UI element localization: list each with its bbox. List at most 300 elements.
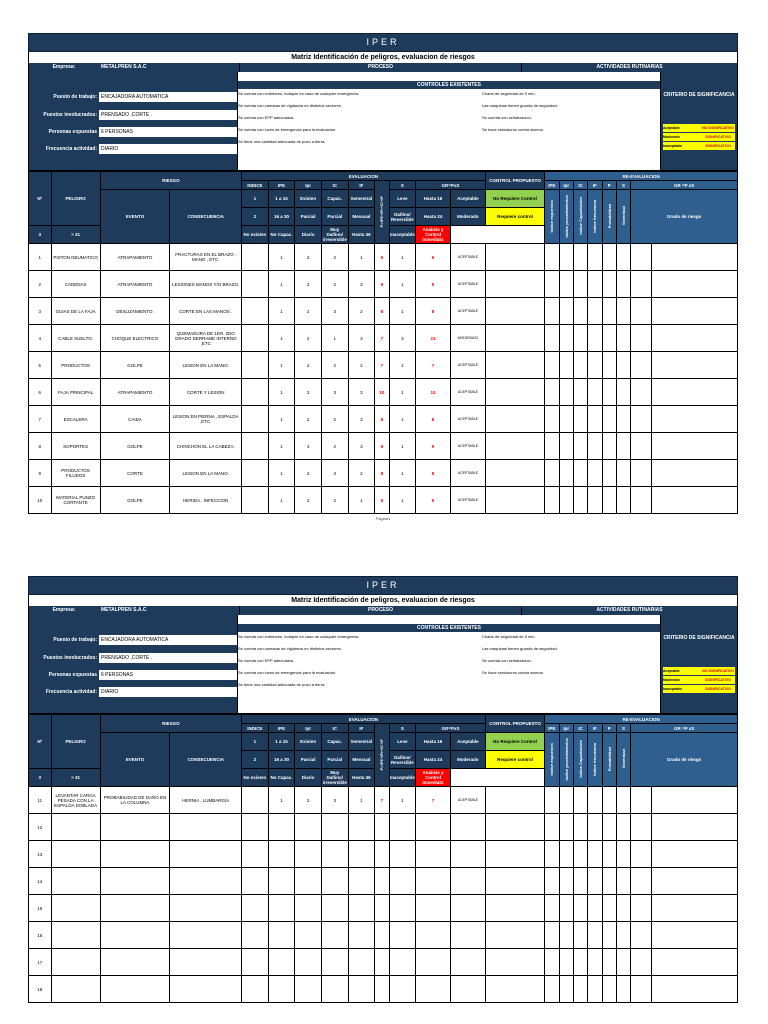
row-p: 7 xyxy=(375,787,389,814)
row-ipe xyxy=(268,814,295,841)
row-ic xyxy=(321,868,348,895)
col-peligro: PELIGRO xyxy=(51,715,100,769)
col-gr: GR=PxS xyxy=(416,181,486,190)
row-indice xyxy=(242,787,269,814)
row-ipe xyxy=(268,868,295,895)
table-row xyxy=(29,433,738,460)
col-indice: INDICE xyxy=(242,724,269,733)
proceso-label: PROCESO xyxy=(239,606,521,615)
legend-indice: 2 xyxy=(242,208,269,226)
row-ic xyxy=(321,949,348,976)
row-grado: ACEPTABLE xyxy=(450,787,485,814)
criterio-value: SIGNIFICATIVO xyxy=(701,676,735,684)
row-consecuencia: FRACTURAS EN EL BRAZO , MANO , ETC. xyxy=(170,244,242,271)
row-s: 1 xyxy=(389,244,416,271)
iper-page xyxy=(28,576,738,1003)
row-peligro: CADENAS xyxy=(51,271,100,298)
col-ipe: IPE xyxy=(268,181,295,190)
row-peligro: ESCALERA xyxy=(51,406,100,433)
legend-grade: Moderado xyxy=(450,751,485,769)
row-evento: DESLIZAMIENTO. xyxy=(100,298,170,325)
row-ipe xyxy=(268,841,295,868)
frecuencia-value: DIARIO xyxy=(99,687,237,697)
evaluacion-header: EVALUACION xyxy=(242,172,486,181)
row-evento: GOLPE xyxy=(100,352,170,379)
legend-grade: Inaceptable xyxy=(389,226,416,244)
row-grado xyxy=(450,868,485,895)
col-indice: INDICE xyxy=(242,181,269,190)
row-p: 8 xyxy=(375,460,389,487)
table-row xyxy=(29,379,738,406)
criterio-key: Inaceptable xyxy=(663,685,701,693)
legend-s: Muy Dañino/ irreversible xyxy=(322,770,347,785)
reeval-col: Ipr xyxy=(559,724,573,733)
row-consecuencia: CORTE EN LAS MANOS . xyxy=(170,298,242,325)
info-left xyxy=(29,615,238,713)
control-item: Se cuenta con camaras de vigilancia en distintos sectores. xyxy=(238,646,342,651)
row-control xyxy=(485,352,544,379)
row-gr xyxy=(416,949,451,976)
control-item: Se cuenta con luces de emergencia para la evaluacion. xyxy=(238,127,337,132)
row-grado xyxy=(450,949,485,976)
row-ipe: 1 xyxy=(268,352,295,379)
table-row xyxy=(29,406,738,433)
row-s: 1 xyxy=(389,352,416,379)
row-peligro xyxy=(51,976,100,1003)
row-p: 8 xyxy=(375,406,389,433)
row-control xyxy=(485,271,544,298)
row-evento xyxy=(100,922,170,949)
legend-s: Dañino/ Reversible xyxy=(389,751,416,769)
control-item: Se cuenta con extintores, botiquin en caso de cualquier emergencia. xyxy=(238,634,360,639)
page-number: Página1 xyxy=(375,516,391,521)
row-consecuencia: CHINCHON EL LA CABEZA. xyxy=(170,433,242,460)
row-evento: CHOQUE ELECTRICO xyxy=(100,325,170,352)
row-control xyxy=(485,406,544,433)
col-p: P=IPE+IPr+IC+IF xyxy=(379,195,385,228)
row-ipe xyxy=(268,895,295,922)
reeval-col: Ipr xyxy=(559,181,573,190)
table-row xyxy=(29,787,738,814)
riesgo-header: RIESGO xyxy=(100,715,241,733)
row-grado: ACEPTABLE xyxy=(450,271,485,298)
row-ipe: 1 xyxy=(268,379,295,406)
col-ipr: Ipr xyxy=(295,181,322,190)
table-row xyxy=(29,949,738,976)
row-control xyxy=(485,949,544,976)
row-num: 6 xyxy=(29,379,52,406)
puestos_inv-value: PRENSADO ,CORTE . xyxy=(99,653,237,663)
row-if xyxy=(348,976,375,1003)
row-if: 1 xyxy=(348,244,375,271)
col-peligro: PELIGRO xyxy=(51,172,100,226)
row-ic xyxy=(321,922,348,949)
table-row xyxy=(29,814,738,841)
legend-s: Leve xyxy=(389,190,416,208)
row-p: 6 xyxy=(375,487,389,514)
col-s: S xyxy=(389,724,416,733)
row-num: 4 xyxy=(29,325,52,352)
legend-ipr: Parcial xyxy=(295,751,322,769)
row-evento: CAIDA xyxy=(100,406,170,433)
legend-ipe: 1 a 15 xyxy=(268,733,295,751)
control-item: Se cuenta con señalizacion. xyxy=(482,115,532,120)
table-row xyxy=(29,976,738,1003)
row-evento: GOLPE xyxy=(100,487,170,514)
company-bar xyxy=(28,63,738,72)
row-reeval-grado xyxy=(651,379,737,406)
row-consecuencia: LESION EN LA MANO. xyxy=(170,460,242,487)
row-reeval-grado xyxy=(651,406,737,433)
reeval-vert-label: Indice frecuencia xyxy=(592,199,598,233)
control-item: Se tiene una cantidad adecuada de pozo a tierra. xyxy=(238,139,326,144)
row-indice xyxy=(242,298,269,325)
row-grado: ACEPTABLE xyxy=(450,460,485,487)
frecuencia-label: Frecuencia actividad: xyxy=(45,689,97,695)
row-indice xyxy=(242,949,269,976)
row-ipe xyxy=(268,922,295,949)
row-ic: 1 xyxy=(321,325,348,352)
legend-ipr: Parcial xyxy=(295,208,322,226)
row-ipe: 1 xyxy=(268,787,295,814)
reeval-gr: GR =P xS xyxy=(631,724,738,733)
grado-riesgo-header: Grado de riesgo xyxy=(631,733,738,787)
row-ic xyxy=(321,841,348,868)
row-s xyxy=(389,841,416,868)
row-gr xyxy=(416,868,451,895)
table-row xyxy=(29,868,738,895)
row-if: 3 xyxy=(348,433,375,460)
row-gr: 6 xyxy=(416,487,451,514)
frecuencia-label: Frecuencia actividad: xyxy=(45,146,97,152)
row-p: 8 xyxy=(375,298,389,325)
legend-control: Requiere control xyxy=(485,208,544,226)
row-peligro: GUIAS DE LA FAJA xyxy=(51,298,100,325)
reeval-col: P xyxy=(602,724,616,733)
legend-ipe: > 31 xyxy=(51,769,100,787)
row-indice xyxy=(242,487,269,514)
legend-ipe: 1 a 15 xyxy=(268,190,295,208)
row-s xyxy=(389,868,416,895)
row-s: 1 xyxy=(389,460,416,487)
info-left xyxy=(29,72,238,170)
legend-ic: No Capac. xyxy=(268,226,295,244)
row-ipe: 1 xyxy=(268,487,295,514)
row-ipe xyxy=(268,976,295,1003)
row-ipr: 2 xyxy=(295,298,322,325)
reeval-col: IC xyxy=(573,724,587,733)
row-num: 12 xyxy=(29,814,52,841)
reeval-vert-label: Indice Capacitación xyxy=(578,740,584,778)
row-consecuencia: QUEMADURA DE 1ER. 2DO GRADO DERRAME INTERNO ,ETC xyxy=(170,325,242,352)
row-grado: ACEPTABLE xyxy=(450,298,485,325)
legend-ipe: 16 a 30 xyxy=(268,208,295,226)
col-num: Nº xyxy=(29,715,52,769)
row-num: 9 xyxy=(29,460,52,487)
legend-if: Mensual xyxy=(348,208,375,226)
iper-page xyxy=(28,33,738,521)
row-peligro xyxy=(51,868,100,895)
row-ipr xyxy=(295,895,322,922)
row-gr: 7 xyxy=(416,352,451,379)
doc-header: IPER xyxy=(28,33,738,52)
row-control xyxy=(485,976,544,1003)
row-ic: 3 xyxy=(321,787,348,814)
row-consecuencia xyxy=(170,922,242,949)
table-row xyxy=(29,487,738,514)
row-if: 3 xyxy=(348,325,375,352)
row-p xyxy=(375,841,389,868)
row-control xyxy=(485,487,544,514)
row-s: 1 xyxy=(389,433,416,460)
criterio-key: Inaceptable xyxy=(663,142,701,150)
legend-ic: Capac. xyxy=(321,733,348,751)
row-gr: 6 xyxy=(416,244,451,271)
row-control xyxy=(485,868,544,895)
col-num: Nº xyxy=(29,172,52,226)
legend-ipr: No existen xyxy=(242,226,269,244)
row-consecuencia xyxy=(170,868,242,895)
row-grado: ACEPTABLE xyxy=(450,406,485,433)
control-item: Se cuenta con EPP adecuados. xyxy=(238,115,295,120)
row-gr: 8 xyxy=(416,298,451,325)
legend-grade: Aceptable xyxy=(450,190,485,208)
row-grado xyxy=(450,841,485,868)
row-consecuencia: LESION EN LA MANO. xyxy=(170,352,242,379)
row-ipr: 3 xyxy=(295,379,322,406)
table-row xyxy=(29,352,738,379)
row-if: 2 xyxy=(348,352,375,379)
reeval-vert-label: Indice procedimientos xyxy=(563,194,569,238)
row-ipe: 1 xyxy=(268,433,295,460)
control-item: Se cuenta con señalizacion. xyxy=(482,658,532,663)
reeval-vert-label: Indice Capacitación xyxy=(578,197,584,235)
control-item: Se cuenta con extintores, botiquin en caso de cualquier emergencia. xyxy=(238,91,360,96)
row-evento: ATRAPAMIENTO xyxy=(100,379,170,406)
row-evento xyxy=(100,976,170,1003)
row-grado xyxy=(450,976,485,1003)
row-ipr xyxy=(295,868,322,895)
row-s xyxy=(389,976,416,1003)
control-item: Se cuenta con EPP adecuados. xyxy=(238,658,295,663)
criterio-value: SIGNIFICATIVO xyxy=(701,685,735,693)
control-item: Charla de seguridad de 5 min. xyxy=(482,91,536,96)
criterio-row xyxy=(663,676,735,684)
row-reeval-grado xyxy=(651,868,737,895)
legend-gr: Hasta 16 xyxy=(416,190,451,208)
row-if xyxy=(348,895,375,922)
row-gr: 9 xyxy=(416,433,451,460)
legend-s: Dañino/ Reversible xyxy=(389,208,416,226)
row-num: 10 xyxy=(29,487,52,514)
table-row xyxy=(29,922,738,949)
row-consecuencia xyxy=(170,814,242,841)
criterio-value: SIGNIFICATIVO xyxy=(701,142,735,150)
legend-ic: Parcial xyxy=(321,208,348,226)
legend-gr: Hasta 36 xyxy=(348,226,375,244)
legend-control: Análisis y Control inmediato xyxy=(416,226,451,244)
row-s: 1 xyxy=(389,298,416,325)
row-s: 1 xyxy=(389,271,416,298)
reeval-col: IPE xyxy=(545,181,559,190)
row-evento xyxy=(100,868,170,895)
row-peligro: CABLE SUELTO. xyxy=(51,325,100,352)
row-ic: 2 xyxy=(321,433,348,460)
criterio-row xyxy=(663,667,735,675)
row-s: 1 xyxy=(389,787,416,814)
col-ipe: IPE xyxy=(268,724,295,733)
legend-if: Semestral xyxy=(348,190,375,208)
reeval-vert-label: Indice procedimientos xyxy=(563,737,569,781)
row-ipr: 2 xyxy=(295,325,322,352)
row-control xyxy=(485,244,544,271)
table-row xyxy=(29,298,738,325)
empresa-label: Empresa: xyxy=(52,607,76,613)
reeval-col: P xyxy=(602,181,616,190)
row-p xyxy=(375,868,389,895)
row-ipr xyxy=(295,841,322,868)
legend-grade: Aceptable xyxy=(450,733,485,751)
row-num: 13 xyxy=(29,841,52,868)
table-row xyxy=(29,841,738,868)
row-s: 1 xyxy=(389,379,416,406)
row-peligro: LEVANTAR CARGA PESADA CON LA ESPALDA DOBLADA xyxy=(51,787,100,814)
legend-control: Requiere control xyxy=(485,751,544,769)
reeval-col: S xyxy=(616,724,630,733)
row-num: 15 xyxy=(29,895,52,922)
legend-gr: Hasta 16 xyxy=(416,733,451,751)
controles-header: CONTROLES EXISTENTES xyxy=(238,624,660,632)
row-evento: ATRAPAMIENTO xyxy=(100,244,170,271)
control-item: Se cuenta con luces de emergencia para la evaluacion. xyxy=(238,670,337,675)
col-evento: EVENTO xyxy=(100,733,170,787)
row-reeval-grado xyxy=(651,895,737,922)
legend-ipr: Existen xyxy=(295,190,322,208)
row-reeval-grado xyxy=(651,814,737,841)
row-grado: ACEPTABLE xyxy=(450,352,485,379)
row-reeval-grado xyxy=(651,949,737,976)
row-consecuencia xyxy=(170,895,242,922)
row-ic: 2 xyxy=(321,271,348,298)
legend-ipe: 16 a 30 xyxy=(268,751,295,769)
row-s xyxy=(389,922,416,949)
reeval-col: IF xyxy=(588,724,602,733)
criterio-row xyxy=(663,142,735,150)
row-ipe xyxy=(268,949,295,976)
reeval-gr: GR =P xS xyxy=(631,181,738,190)
reeval-vert-label: Indice expuestos xyxy=(549,742,555,776)
row-p xyxy=(375,814,389,841)
row-s: 1 xyxy=(389,487,416,514)
doc-header: IPER xyxy=(28,576,738,595)
reeval-vert-label: Probabilidad xyxy=(606,203,612,229)
row-p: 10 xyxy=(375,379,389,406)
row-p: 9 xyxy=(375,271,389,298)
row-ipr: 3 xyxy=(295,271,322,298)
row-p xyxy=(375,922,389,949)
col-ic: IC xyxy=(321,724,348,733)
criterio-key: Aceptable xyxy=(663,667,701,675)
row-ic: 3 xyxy=(321,379,348,406)
col-consecuencia: CONSECUENCIA xyxy=(170,190,242,244)
row-peligro xyxy=(51,895,100,922)
control-header: CONTROL PROPUESTO xyxy=(485,172,544,190)
control-header: CONTROL PROPUESTO xyxy=(485,715,544,733)
col-p: P=IPE+IPr+IC+IF xyxy=(379,738,385,771)
row-reeval-grado xyxy=(651,298,737,325)
doc-subtitle: Matriz Identificación de peligros, evaluacion de riesgos xyxy=(28,595,738,606)
row-p: 7 xyxy=(375,352,389,379)
row-gr xyxy=(416,841,451,868)
legend-ipe: > 31 xyxy=(51,226,100,244)
row-indice xyxy=(242,271,269,298)
row-consecuencia xyxy=(170,841,242,868)
row-num: 5 xyxy=(29,352,52,379)
legend-gr: Hasta 36 xyxy=(348,769,375,787)
criterio-row xyxy=(663,124,735,132)
table-row xyxy=(29,895,738,922)
control-item: Las maquinas tienen guarda de seguridad. xyxy=(482,103,558,108)
col-if: IF xyxy=(348,181,375,190)
row-ipr: 2 xyxy=(295,406,322,433)
criterio-key: Moderado xyxy=(663,133,701,141)
row-if: 3 xyxy=(348,271,375,298)
criterio-value: SIGNIFICATIVO xyxy=(701,133,735,141)
row-consecuencia xyxy=(170,949,242,976)
puestos_inv-label: Puestos involucrados: xyxy=(43,112,97,118)
legend-grade: Inaceptable xyxy=(389,769,416,787)
legend-if: Mensual xyxy=(348,751,375,769)
row-control xyxy=(485,922,544,949)
empresa-value: METALPREN S.A.C xyxy=(101,64,147,70)
legend-ipr: Existen xyxy=(295,733,322,751)
row-num: 7 xyxy=(29,406,52,433)
row-ipr: 2 xyxy=(295,460,322,487)
personas-value: 6 PERSONAS xyxy=(99,670,237,680)
frecuencia-value: DIARIO xyxy=(99,144,237,154)
reeval-vert-label: Indice expuestos xyxy=(549,199,555,233)
legend-ic: No Capac. xyxy=(268,769,295,787)
row-indice xyxy=(242,460,269,487)
row-grado xyxy=(450,922,485,949)
reeval-vert-label: Severidad xyxy=(621,206,627,226)
row-ipr xyxy=(295,814,322,841)
legend-ic: Parcial xyxy=(321,751,348,769)
personas-value: 6 PERSONAS xyxy=(99,127,237,137)
col-if: IF xyxy=(348,724,375,733)
reeval-vert-label: Severidad xyxy=(621,749,627,769)
row-if: 2 xyxy=(348,298,375,325)
row-s xyxy=(389,814,416,841)
row-indice xyxy=(242,352,269,379)
row-ic: 2 xyxy=(321,244,348,271)
row-num: 17 xyxy=(29,949,52,976)
row-consecuencia: LESION EN PIERNA , ESPALDA ,ETC. xyxy=(170,406,242,433)
row-evento: ATRAPAMIENTO xyxy=(100,271,170,298)
row-indice xyxy=(242,433,269,460)
legend-if: Diario xyxy=(295,769,322,787)
row-reeval-grado xyxy=(651,976,737,1003)
proceso-label: PROCESO xyxy=(239,63,521,72)
row-ipe: 1 xyxy=(268,325,295,352)
reeval-header: RE-EVALUACION xyxy=(545,715,738,724)
row-gr xyxy=(416,922,451,949)
row-ipr: 2 xyxy=(295,244,322,271)
puesto-value: ENCAJADORA AUTOMATICA xyxy=(99,635,237,645)
row-indice xyxy=(242,841,269,868)
row-peligro: PRODUCTOS xyxy=(51,352,100,379)
row-gr: 10 xyxy=(416,379,451,406)
